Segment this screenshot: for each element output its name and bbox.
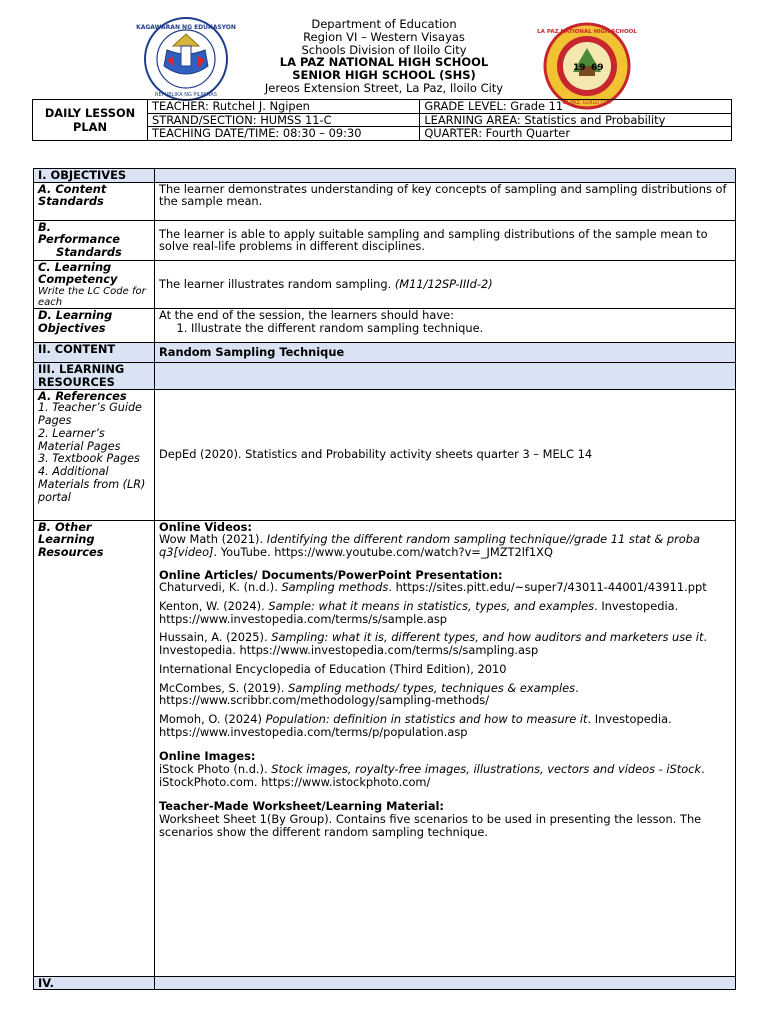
learning-competency-label-cell <box>34 260 155 308</box>
performance-standards-label-line1: B. <box>38 219 52 234</box>
article-reference-6 <box>159 713 731 738</box>
strand-section-field: STRAND/SECTION: HUMSS 11-C <box>148 113 420 127</box>
worksheet-heading: Teacher-Made Worksheet/Learning Material: <box>159 799 444 814</box>
article-reference-5 <box>159 682 731 707</box>
grade-level-field: GRADE LEVEL: Grade 11 <box>420 100 732 114</box>
performance-standards-row <box>34 220 736 260</box>
article-3-title: Sampling: what it is, different types, and how auditors and marketers use it <box>271 630 704 645</box>
article-1-title: Sampling methods <box>281 580 389 595</box>
article-6-author: Momoh, O. (2024) <box>159 711 266 726</box>
objectives-heading: I. OBJECTIVES <box>34 169 155 183</box>
learning-objectives-row <box>34 309 736 343</box>
lesson-plan-table <box>33 168 736 990</box>
header-school: LA PAZ NATIONAL HIGH SCHOOL <box>279 55 489 70</box>
references-row <box>34 389 736 520</box>
learning-objectives-label: D. Learning Objectives <box>34 309 155 343</box>
svg-text:KAGAWARAN NG EDUKASYON: KAGAWARAN NG EDUKASYON <box>136 24 236 31</box>
online-images-block <box>159 750 731 788</box>
article-2-source: . Investopedia. https://www.investopedia.com/terms/s/sample.asp <box>159 599 679 626</box>
worksheet-block <box>159 800 731 838</box>
procedures-heading: IV. <box>34 976 155 990</box>
article-reference-3 <box>159 631 731 656</box>
online-videos-heading: Online Videos: <box>159 519 252 534</box>
references-value-cell <box>155 389 736 520</box>
online-images-heading: Online Images: <box>159 749 256 764</box>
learning-resources-heading-spacer <box>155 363 736 389</box>
content-heading: II. CONTENT <box>34 343 155 363</box>
daily-lesson-plan-label: DAILY LESSON PLAN <box>33 100 148 141</box>
other-resources-cell <box>155 520 736 976</box>
school-seal-icon <box>537 22 637 110</box>
svg-text:69: 69 <box>591 63 604 73</box>
performance-standards-label <box>34 220 155 260</box>
online-articles-block <box>159 569 731 594</box>
video-ref-source: . YouTube. https://www.youtube.com/watch?v=_JMZT2lf1XQ <box>213 544 553 559</box>
content-value: Random Sampling Technique <box>155 343 736 363</box>
performance-standards-label-line3: Standards <box>56 245 122 260</box>
learning-competency-text-cell <box>155 260 736 308</box>
article-5-author: McCombes, S. (2019). <box>159 680 289 695</box>
video-ref-author: Wow Math (2021). <box>159 532 267 547</box>
article-5-source: . https://www.scribbr.com/methodology/sampling-methods/ <box>159 680 579 708</box>
article-3-author: Hussain, A. (2025). <box>159 630 272 645</box>
teachers-guide-pages: 1. Teacher’s Guide Pages <box>38 401 142 428</box>
other-resources-row <box>34 520 736 976</box>
article-6-title: Population: definition in statistics and how to measure it <box>265 711 588 726</box>
references-label: A. References <box>38 388 127 403</box>
header-shs: SENIOR HIGH SCHOOL (SHS) <box>292 68 476 83</box>
textbook-pages: 3. Textbook Pages <box>38 452 140 466</box>
content-section-row <box>34 343 736 363</box>
svg-text:LA PAZ, ILOILO CITY: LA PAZ, ILOILO CITY <box>562 100 612 106</box>
video-ref-title: Identifying the different random sampling technique//grade 11 stat & proba q3[video] <box>159 532 700 559</box>
learning-competency-code: (M11/12SP-IIId-2) <box>394 277 493 292</box>
learning-competency-label: C. Learning Competency <box>38 259 118 287</box>
learners-material-pages: 2. Learner’s Material Pages <box>38 426 121 453</box>
references-label-cell <box>34 389 155 520</box>
article-reference-2 <box>159 600 731 625</box>
learning-competency-text: The learner illustrates random sampling. <box>159 277 392 292</box>
article-3-source: . Investopedia. https://www.investopedia.com/terms/s/sampling.asp <box>159 630 708 658</box>
article-5-title: Sampling methods/ types, techniques & examples <box>288 680 576 695</box>
online-articles-heading: Online Articles/ Documents/PowerPoint Presentation: <box>159 567 503 582</box>
worksheet-text: Worksheet Sheet 1(By Group). Contains five scenarios to be used in presenting the lesson. The scenarios show the different random sampling technique. <box>159 812 702 839</box>
performance-standards-label-line2: Performance <box>38 232 120 247</box>
learning-area-field: LEARNING AREA: Statistics and Probability <box>420 113 732 127</box>
image-ref-title: Stock images, royalty-free images, illustrations, vectors and videos - iStock <box>271 762 702 777</box>
image-ref-source: . iStockPhoto.com. https://www.istockphoto.com/ <box>159 762 705 789</box>
learning-objectives-cell <box>155 309 736 343</box>
additional-materials: 4. Additional Materials from (LR) portal <box>38 465 146 504</box>
procedures-section-row <box>34 976 736 990</box>
objectives-section-row <box>34 169 736 183</box>
article-2-author: Kenton, W. (2024). <box>159 599 269 614</box>
article-1-author: Chaturvedi, K. (n.d.). <box>159 580 282 595</box>
content-standards-text: The learner demonstrates understanding of key concepts of sampling and sampling distributions of the sample mean. <box>155 182 736 220</box>
learning-objective-item: 1. Illustrate the different random sampling technique. <box>191 322 731 335</box>
video-reference <box>159 533 731 558</box>
content-standards-row <box>34 182 736 220</box>
objectives-heading-spacer <box>155 169 736 183</box>
lr-portal-reference: DepEd (2020). Statistics and Probability activity sheets quarter 3 – MELC 14 <box>159 447 593 462</box>
performance-standards-text: The learner is able to apply suitable sampling and sampling distributions of the sample mean to solve real-life problems in different disciplines. <box>155 220 736 260</box>
article-reference-1 <box>159 581 731 594</box>
image-ref-author: iStock Photo (n.d.). <box>159 762 272 777</box>
quarter-field: QUARTER: Fourth Quarter <box>420 127 732 141</box>
learning-objectives-intro: At the end of the session, the learners should have: <box>159 308 454 323</box>
learning-resources-section-row <box>34 363 736 389</box>
teaching-date-time-field: TEACHING DATE/TIME: 08:30 – 09:30 <box>148 127 420 141</box>
article-1-source: . https://sites.pitt.edu/~super7/43011-44001/43911.ppt <box>388 580 707 595</box>
lesson-info-table <box>32 99 732 141</box>
header-region: Region VI – Western Visayas <box>303 29 465 44</box>
procedures-heading-spacer <box>155 976 736 990</box>
teacher-field: TEACHER: Rutchel J. Ngipen <box>148 100 420 114</box>
image-reference <box>159 763 731 788</box>
lc-code-note: Write the LC Code for each <box>38 286 146 309</box>
article-6-source: . Investopedia. https://www.investopedia.com/terms/p/population.asp <box>159 711 672 739</box>
learning-objectives-list <box>159 322 731 335</box>
svg-text:19: 19 <box>573 63 586 73</box>
article-reference-4: International Encyclopedia of Education (Third Edition), 2010 <box>159 661 507 676</box>
header-address: Jereos Extension Street, La Paz, Iloilo City <box>264 80 504 95</box>
header-department: Department of Education <box>311 17 457 31</box>
online-videos-block <box>159 521 731 559</box>
header-division: Schools Division of Iloilo City <box>301 42 467 57</box>
content-standards-label: A. Content Standards <box>34 182 155 220</box>
article-2-title: Sample: what it means in statistics, types, and examples <box>268 599 595 614</box>
svg-text:LA PAZ NATIONAL HIGH SCHOOL: LA PAZ NATIONAL HIGH SCHOOL <box>537 29 637 35</box>
svg-text:REPUBLIKA NG PILIPINAS: REPUBLIKA NG PILIPINAS <box>155 92 217 98</box>
learning-competency-row <box>34 260 736 308</box>
other-resources-label: B. Other Learning Resources <box>34 520 155 976</box>
learning-resources-heading: III. LEARNING RESOURCES <box>34 363 155 389</box>
